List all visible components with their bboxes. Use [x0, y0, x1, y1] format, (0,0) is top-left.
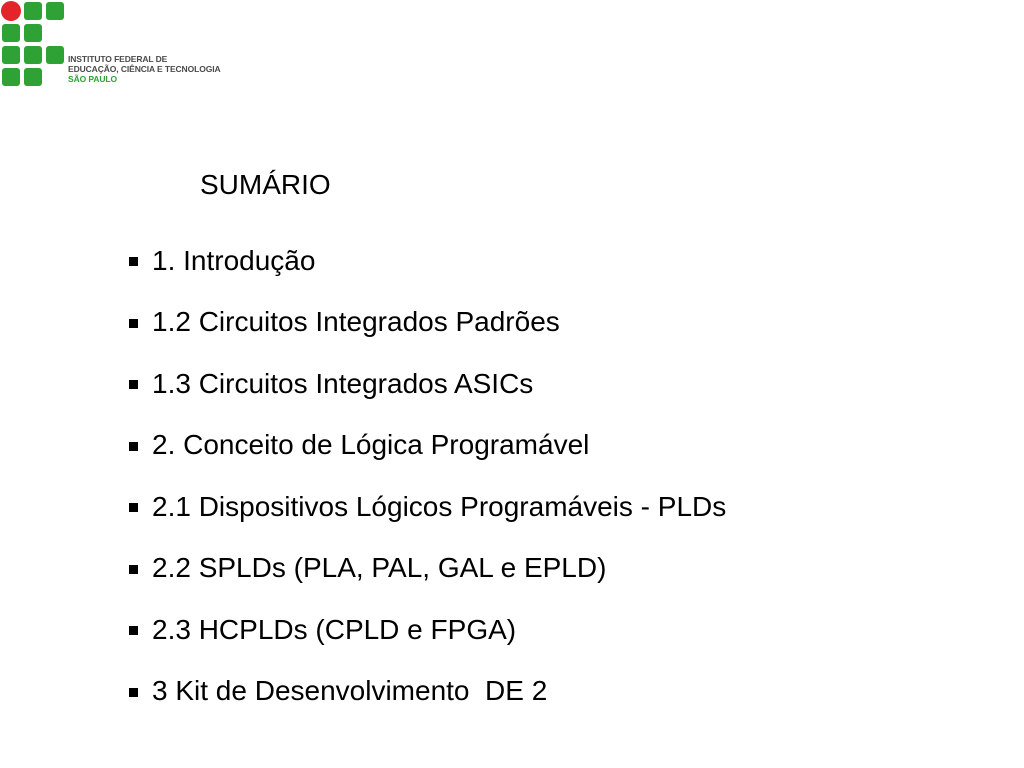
list-item-text: 2.2 SPLDs (PLA, PAL, GAL e EPLD): [152, 552, 607, 584]
square-bullet-icon: [129, 626, 138, 635]
square-bullet-icon: [129, 257, 138, 266]
list-item-text: 1. Introdução: [152, 244, 316, 276]
list-item-text: 2. Conceito de Lógica Programável: [152, 429, 590, 461]
logo-wordmark: [68, 54, 221, 84]
square-bullet-icon: [129, 565, 138, 574]
logo-square: [2, 46, 20, 64]
list-item-text: 2.3 HCPLDs (CPLD e FPGA): [152, 613, 517, 645]
list-item: [129, 415, 726, 477]
list-item: [129, 538, 726, 600]
summary-list: [129, 230, 726, 722]
list-item-text: 1.3 Circuitos Integrados ASICs: [152, 367, 534, 399]
logo-square: [24, 24, 42, 42]
list-item: [129, 230, 726, 292]
square-bullet-icon: [129, 380, 138, 389]
list-item: [129, 292, 726, 354]
logo-line-3: SÃO PAULO: [68, 74, 118, 84]
logo-mark: [0, 0, 70, 90]
list-item: [129, 661, 726, 723]
list-item-text: 2.1 Dispositivos Lógicos Programáveis - PLDs: [152, 490, 727, 522]
square-bullet-icon: [129, 503, 138, 512]
institution-logo: [0, 0, 230, 92]
slide-title: SUMÁRIO: [200, 169, 331, 200]
list-item: [129, 353, 726, 415]
logo-square: [24, 2, 42, 20]
logo-square: [2, 24, 20, 42]
square-bullet-icon: [129, 319, 138, 328]
square-bullet-icon: [129, 442, 138, 451]
logo-square: [46, 2, 64, 20]
list-item: [129, 599, 726, 661]
list-item-text: 3 Kit de Desenvolvimento DE 2: [152, 675, 548, 707]
list-item: [129, 476, 726, 538]
logo-square: [46, 46, 64, 64]
logo-red-dot: [1, 1, 21, 21]
logo-line-2: EDUCAÇÃO, CIÊNCIA E TECNOLOGIA: [68, 64, 221, 74]
logo-square: [2, 68, 20, 86]
square-bullet-icon: [129, 688, 138, 697]
logo-square: [24, 46, 42, 64]
logo-square: [24, 68, 42, 86]
logo-line-1: INSTITUTO FEDERAL DE: [68, 54, 168, 64]
list-item-text: 1.2 Circuitos Integrados Padrões: [152, 306, 560, 338]
